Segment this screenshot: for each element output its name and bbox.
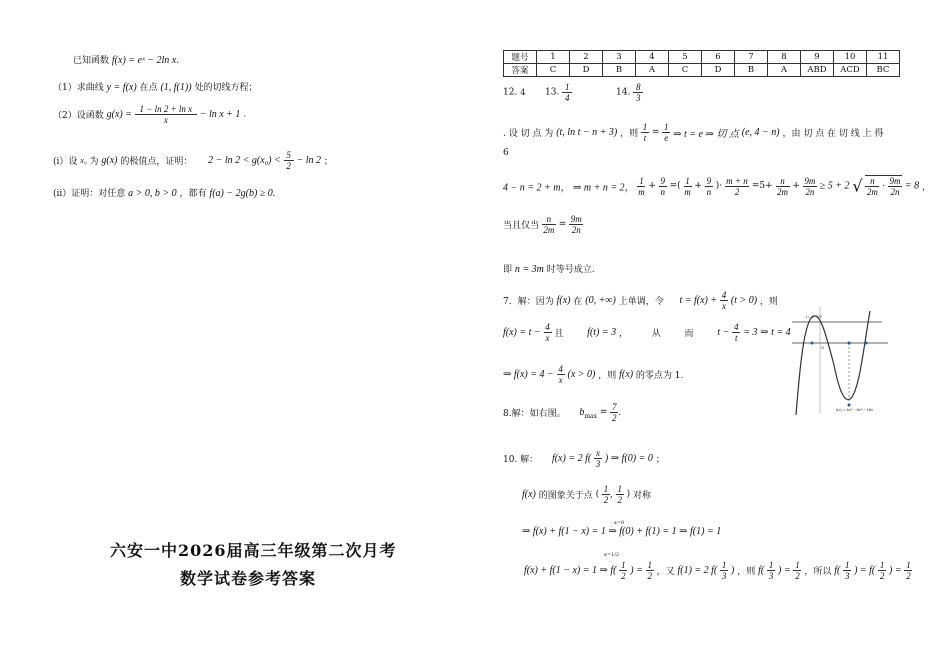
- frac-n-2m: $\frac{n}{2m}$: [777, 175, 789, 197]
- qii-have: ，都有: [179, 189, 207, 199]
- s7-x-cond: (x > 0): [567, 369, 596, 380]
- s10-f-third: f(: [758, 565, 765, 576]
- table-cell: B: [603, 64, 636, 77]
- s8-eq: =: [599, 407, 608, 418]
- s7-t-cond: (t > 0): [730, 295, 758, 306]
- table-cell: B: [735, 64, 768, 77]
- s6-text-a: . 设 切 点 为: [503, 129, 554, 139]
- intro-line: 已知函数 f(x) = eˣ − 2ln x.: [73, 55, 180, 66]
- s8-fraction: $\frac{7}{2}$: [612, 402, 617, 423]
- s10-sym: 对称: [633, 491, 652, 501]
- solution-7-line2: [503, 322, 791, 343]
- graph-curve: [796, 311, 870, 415]
- question-2: （2）设函数 g(x) = $\frac{\text{1 − ln 2 + ln x}}{x}$ − ln x + 1 .: [53, 104, 247, 125]
- question-1: [53, 80, 257, 93]
- frac-half-g: $\frac{1}{2}$: [906, 560, 911, 581]
- qii-claim: f(a) − 2g(b) ≥ 0.: [209, 188, 276, 199]
- s10-therefore: ，所以: [804, 567, 832, 577]
- s6-iff: 当且仅当: [503, 221, 540, 231]
- s7-fraction: $\frac{4}{x}$: [721, 290, 727, 311]
- frac-9-n: $\frac{9}{n}$: [660, 175, 665, 197]
- graph-label-top: t = 1, 7/2: [806, 314, 822, 319]
- s10-fx-2: f(x): [522, 489, 536, 500]
- table-cell: 题号: [504, 51, 537, 64]
- answer-table-header-row: [504, 51, 900, 64]
- qi-prove: 的极值点，证明：: [120, 157, 193, 167]
- s10-derivation: ⇒ f(x) + f(1 − x) = 1 ⇒ f(0) + f(1) = 1 ⇒ f(1) = 1: [522, 526, 722, 537]
- s7-eq3: = 3: [743, 327, 758, 338]
- s10-symmetric: 的图象关于点: [538, 491, 593, 501]
- doc-title-line2: 数学试卷参考答案: [180, 569, 317, 588]
- q1-at-point: 在点: [139, 83, 158, 93]
- table-cell: 6: [702, 51, 735, 64]
- s7-then-2: ，则: [598, 371, 617, 381]
- s10-eq-b: ) =: [777, 565, 791, 576]
- a14-value: $\frac{8}{3}$: [633, 82, 643, 103]
- qii-condition: a > 0, b > 0: [128, 188, 177, 199]
- q1-curve: y = f(x): [106, 82, 137, 93]
- s10-semicolon: ；: [655, 455, 665, 465]
- frac-half-e: $\frac{1}{2}$: [795, 560, 800, 581]
- qi-fraction: $\frac{5}{2}$: [284, 150, 294, 171]
- qi-label: (i）设: [53, 157, 78, 167]
- frac-mn-2: $\frac{m + n}{2}$: [726, 175, 748, 197]
- frac-9m-2n-b: $\frac{9m}{2n}$: [889, 176, 901, 197]
- a13-label: 13.: [545, 87, 560, 98]
- graph-label-o: O: [821, 345, 825, 350]
- frac-half-c: $\frac{1}{2}$: [621, 560, 626, 581]
- s8-b: b: [579, 407, 585, 418]
- fill-answers: [503, 82, 643, 103]
- s10-paren-open: (: [595, 489, 600, 500]
- a12-value: 4: [520, 88, 526, 97]
- s10-f1: f(1) = 2 f(: [677, 565, 718, 576]
- solution-6-line2: 4 − n = 2 + m， ⇒ m + n = 2， $\frac{1}{m}$ + $\frac{9}{n}$ =( $\frac{1}{m}$ + $\frac{9}{n}$ )· $\frac{m + n}{2}$ =5+ $\frac{n}{2m}$ + $\frac{9m}{2n}$ ≥ 5 + 2 √ $\frac{n}{2m}$ · $\frac{9m}{2n}$ = 8 ，: [503, 175, 932, 197]
- q2-tail: − ln x + 1: [199, 109, 241, 120]
- frac-9-n-b: $\frac{9}{n}$: [706, 175, 712, 197]
- s6-text-c: ，则: [620, 129, 639, 139]
- s7-ft: f(t) = 3: [587, 327, 617, 338]
- table-cell: ACD: [834, 64, 867, 77]
- qi-is: 为: [89, 157, 99, 167]
- s6-fraction-1: $\frac{1}{t}$: [642, 122, 648, 143]
- answer-table: [503, 50, 900, 77]
- s10-eq-a: ) =: [630, 565, 643, 576]
- s7-t-minus: t −: [717, 327, 730, 338]
- a13-value: $\frac{1}{4}$: [562, 82, 572, 103]
- s8-max: max: [584, 412, 597, 420]
- qi-g: g(x): [101, 155, 118, 166]
- table-cell: C: [537, 64, 570, 77]
- qi-tail: − ln 2: [296, 155, 322, 166]
- table-cell: 10: [834, 51, 867, 64]
- s10-paren-close: ): [626, 489, 631, 500]
- table-cell: 9: [801, 51, 834, 64]
- s10-eq-c: ) = f(: [854, 565, 876, 576]
- s7-thus: 而: [684, 329, 694, 339]
- solution-7-line1: [503, 290, 778, 311]
- frac-half-a: $\frac{1}{2}$: [603, 484, 609, 505]
- table-cell: D: [702, 64, 735, 77]
- s7-monotone: 上单调，令: [618, 297, 664, 307]
- table-cell: 答案: [504, 64, 537, 77]
- s6-tangent-point: (t, ln t − n + 3): [556, 127, 618, 138]
- s10-f0: ) ⇒ f(0) = 0: [604, 453, 653, 464]
- table-cell: 1: [537, 51, 570, 64]
- s6-result: = 8: [904, 180, 920, 192]
- s7-comma: ，: [619, 329, 629, 339]
- table-cell: 3: [603, 51, 636, 64]
- table-cell: A: [636, 64, 669, 77]
- table-cell: BC: [867, 64, 900, 77]
- solution-6-line4: [503, 262, 595, 275]
- frac-half-b: $\frac{1}{2}$: [617, 484, 623, 505]
- function-graph: [790, 305, 890, 417]
- frac-third-b: $\frac{1}{3}$: [768, 560, 774, 581]
- solution-10-line4: [524, 552, 912, 581]
- frac-third-c: $\frac{1}{3}$: [844, 560, 850, 581]
- doc-title-line1: 六安一中2026届高三年级第二次月考: [110, 541, 397, 560]
- s6-holds: 时等号成立.: [546, 265, 595, 275]
- intro-formula: f(x) = eˣ − 2ln x: [111, 55, 177, 66]
- table-cell: A: [768, 64, 801, 77]
- graph-point-3: [865, 342, 868, 345]
- frac-1-m: $\frac{1}{m}$: [638, 175, 645, 197]
- frac-half-f: $\frac{1}{2}$: [879, 560, 885, 581]
- solution-6-number: 6: [503, 148, 509, 158]
- q2-fraction: $\frac{\text{1 − ln 2 + ln x}}{x}$: [135, 104, 197, 125]
- s7-in: 在: [573, 297, 583, 307]
- s7-fx-eq: f(x) = t −: [503, 327, 541, 338]
- s7-let-t: t = f(x) +: [679, 295, 718, 306]
- qii-label: (ii）证明：对任意: [53, 189, 126, 199]
- s7-label: 7．解：因为: [503, 297, 554, 307]
- s7-from: 从: [651, 329, 661, 339]
- frac-1-m-b: $\frac{1}{m}$: [684, 175, 691, 197]
- s6-fraction-2: $\frac{1}{e}$: [664, 122, 669, 143]
- table-cell: C: [669, 64, 702, 77]
- table-cell: 4: [636, 51, 669, 64]
- s10-also: ，又: [656, 567, 675, 577]
- table-cell: 5: [669, 51, 702, 64]
- s10-sup-half: x=1/2: [604, 552, 620, 558]
- table-cell: D: [570, 64, 603, 77]
- s7-then: ，则: [759, 297, 778, 307]
- s10-fx: f(x) = 2 f(: [551, 453, 592, 464]
- q1-label: （1）求曲线: [53, 83, 104, 93]
- table-cell: 11: [867, 51, 900, 64]
- frac-9m-2n: $\frac{9m}{2n}$: [804, 175, 816, 197]
- s6-equality-cond: n = 3m: [514, 264, 544, 275]
- s6-point: (e, 4 − n): [741, 127, 780, 138]
- frac-third-a: $\frac{1}{3}$: [721, 560, 727, 581]
- question-2i: (i）设 x₀ 为 g(x) 的极值点，证明： 2 − ln 2 < g(x₀) < $\frac{5}{2}$ − ln 2 ；: [53, 150, 333, 171]
- solution-10-line2: f(x) 的图象关于点 ( $\frac{1}{2}$ , $\frac{1}{2}$ ) 对称: [522, 484, 652, 505]
- table-cell: ABD: [801, 64, 834, 77]
- s10-sup-x0: x=0: [614, 520, 625, 526]
- s7-and: 且: [554, 329, 564, 339]
- question-2ii: [53, 186, 275, 199]
- frac-4-t: $\frac{4}{t}$: [733, 322, 739, 343]
- a12-label: 12.: [503, 87, 518, 98]
- s10-f-third-b: f(: [834, 565, 841, 576]
- s6-ineq: ≥ 5 + 2: [819, 180, 850, 192]
- s7-t4: ⇒ t = 4: [760, 327, 791, 338]
- table-cell: 8: [768, 51, 801, 64]
- q1-task: 处的切线方程；: [194, 83, 258, 93]
- frac-half-d: $\frac{1}{2}$: [647, 560, 652, 581]
- s10-close-a: ): [731, 565, 735, 576]
- solution-8: 8.解：如右图。 $b_{max}$ = $\frac{7}{2}$ .: [503, 402, 622, 423]
- qi-x0: x₀: [80, 156, 87, 165]
- q2-label: （2）设函数: [53, 111, 104, 121]
- s10-label: 10. 解：: [503, 455, 539, 465]
- solution-6-line1: . 设 切 点 为 (t, ln t − n + 3) ，则 $\frac{1}{t}$ = $\frac{1}{e}$ ⇒ t = e ⇒ 切 点 (e, 4 − n) ，由 切 点 在 切 线 上 得: [503, 122, 884, 143]
- s6-relation: 4 − n = 2 + m， ⇒ m + n = 2，: [503, 182, 635, 194]
- s10-then: ，则: [737, 567, 756, 577]
- graph-point-2: [848, 342, 851, 345]
- s6-implies: ⇒ t = e ⇒ 切 点: [673, 129, 739, 140]
- frac-4-x-b: $\frac{4}{x}$: [558, 364, 563, 385]
- a14-label: 14.: [616, 87, 631, 98]
- frac-n-2m-b: $\frac{n}{2m}$: [866, 176, 878, 197]
- s6-text-f: ，由 切 点 在 切 线 上 得: [782, 129, 884, 139]
- solution-7-line3: [503, 364, 683, 385]
- graph-label-func: f(x) = 4x³ − 8x² − 18x: [836, 407, 874, 412]
- q1-point: (1, f(1)): [160, 82, 192, 93]
- s7-fx: f(x): [556, 295, 571, 306]
- s7-fx-2: f(x): [619, 369, 634, 380]
- solution-6-line3: 当且仅当 $\frac{n}{2m}$ = $\frac{9m}{2n}$: [503, 214, 582, 235]
- s7-domain: (0, +∞): [585, 295, 616, 306]
- s6-ie: 即: [503, 265, 513, 275]
- table-cell: 2: [570, 51, 603, 64]
- solution-10-line1: [503, 448, 665, 469]
- frac-4-x: $\frac{4}{x}$: [545, 322, 550, 343]
- s8-label: 8.解：如右图。: [503, 409, 566, 419]
- qi-inequality: 2 − ln 2 < g(x₀) <: [208, 155, 281, 166]
- graph-point-1: [811, 342, 814, 345]
- s10-step-a: f(x) + f(1 − x) = 1 ⇒ f(: [524, 565, 617, 576]
- s7-fx-result: ⇒ f(x) = 4 −: [503, 369, 554, 380]
- intro-text: 已知函数: [73, 56, 110, 66]
- table-cell: 7: [735, 51, 768, 64]
- q2-func: g(x) =: [106, 109, 132, 120]
- answer-table-answer-row: [504, 64, 900, 77]
- solution-10-line3: [522, 520, 722, 537]
- s10-fraction-x3: $\frac{x}{3}$: [595, 448, 601, 469]
- frac-9m-2n-c: $\frac{9m}{2n}$: [570, 214, 582, 235]
- frac-n-2m-c: $\frac{n}{2m}$: [543, 214, 555, 235]
- s10-eq-d: ) =: [889, 565, 902, 576]
- s7-zero: 的零点为 1.: [635, 371, 684, 381]
